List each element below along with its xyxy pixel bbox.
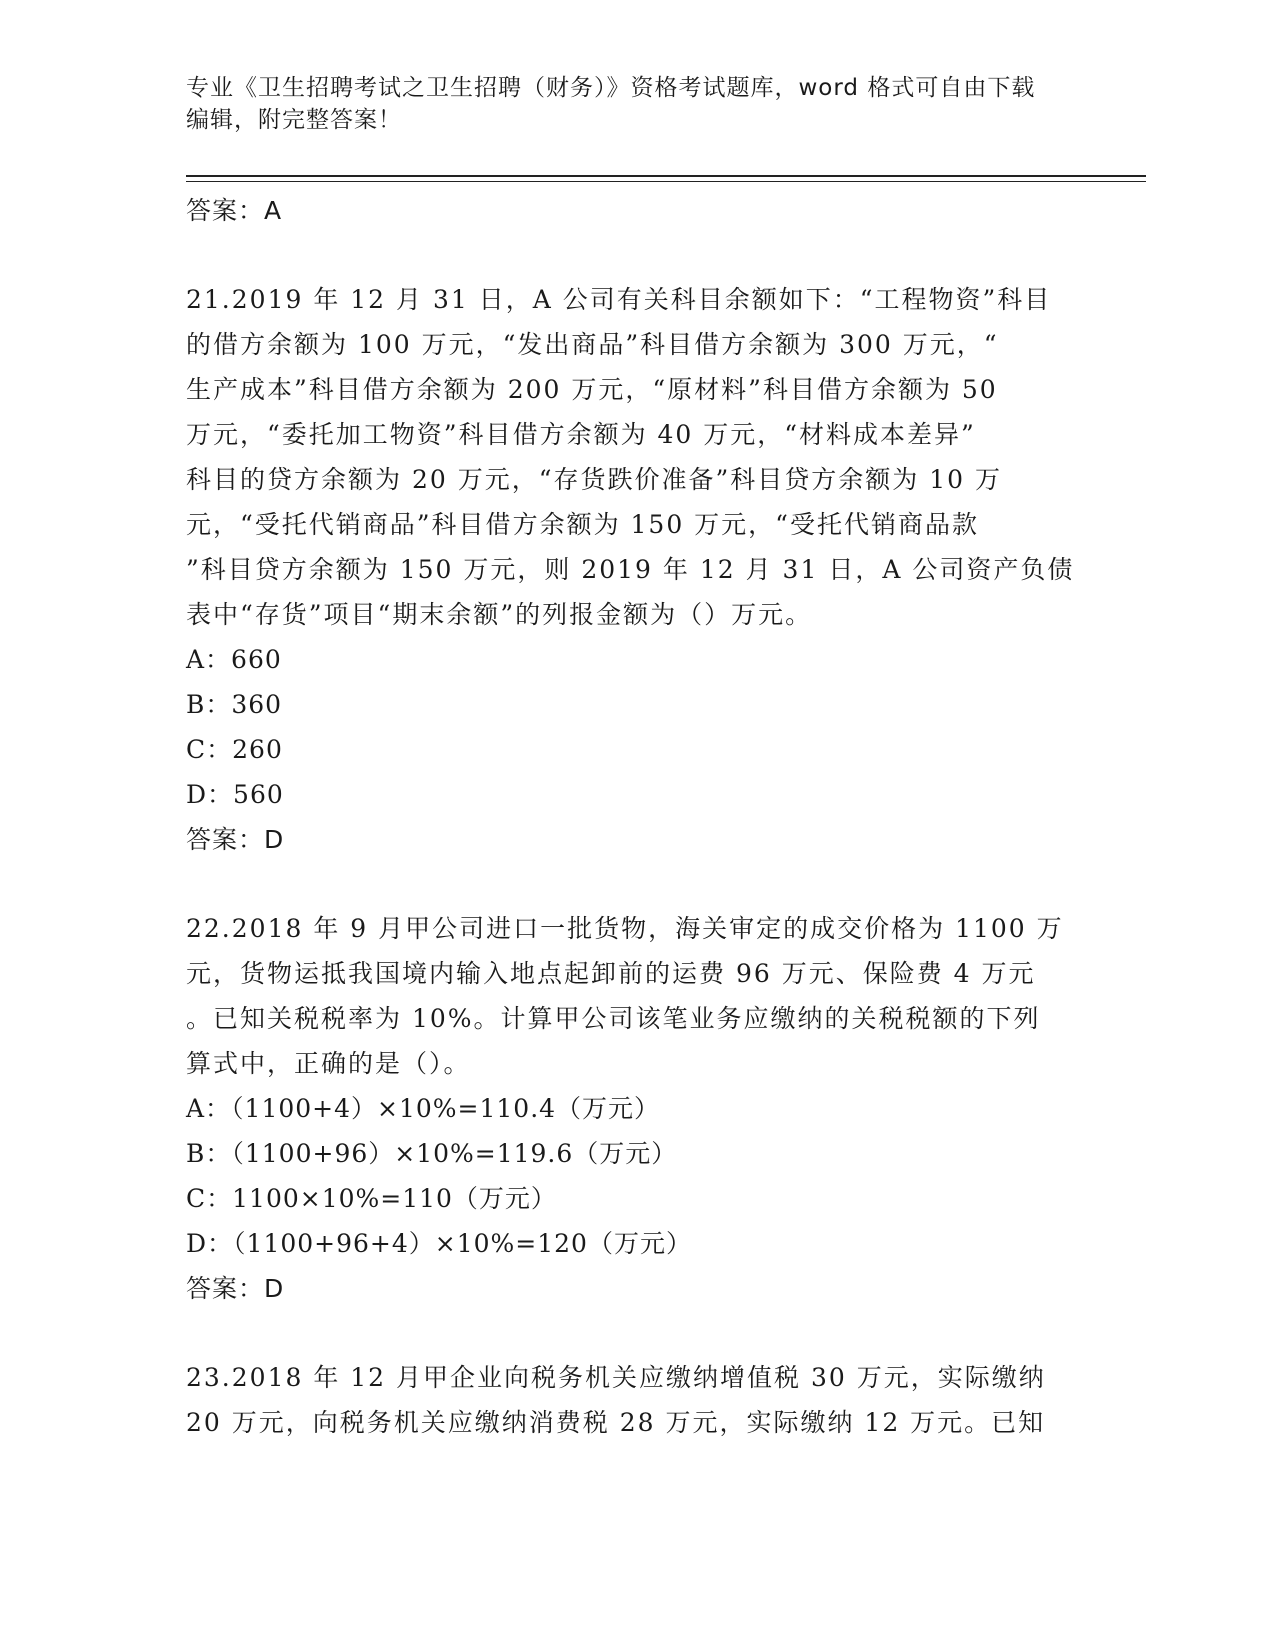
question-text-line: 科目的贷方余额为 20 万元，“存货跌价准备”科目贷方余额为 10 万 xyxy=(186,465,1002,494)
answer-line: 答案：D xyxy=(186,1274,285,1303)
question-text-line: ”科目贷方余额为 150 万元，则 2019 年 12 月 31 日，A 公司资产负债 xyxy=(186,555,1075,584)
page-header xyxy=(186,72,1066,136)
answer-line: 答案：D xyxy=(186,825,285,854)
header-divider-thin xyxy=(186,181,1146,182)
question-text-line: 。已知关税税率为 10%。计算甲公司该笔业务应缴纳的关税税额的下列 xyxy=(186,1004,1041,1033)
option-a: A：（1100+4）×10%=110.4（万元） xyxy=(186,1094,661,1123)
question-text-line: 22.2018 年 9 月甲公司进口一批货物，海关审定的成交价格为 1100 万 xyxy=(186,914,1064,943)
question-23 xyxy=(186,1355,1086,1445)
question-text-line: 元，货物运抵我国境内输入地点起卸前的运费 96 万元、保险费 4 万元 xyxy=(186,959,1036,988)
answer-line: 答案：A xyxy=(186,196,283,225)
question-text-line: 元，“受托代销商品”科目借方余额为 150 万元，“受托代销商品款 xyxy=(186,510,979,539)
option-d: D：（1100+96+4）×10%=120（万元） xyxy=(186,1229,692,1258)
option-d: D：560 xyxy=(186,780,284,809)
question-text-line: 的借方余额为 100 万元，“发出商品”科目借方余额为 300 万元，“ xyxy=(186,330,999,359)
question-21 xyxy=(186,277,1086,862)
question-text-line: 21.2019 年 12 月 31 日，A 公司有关科目余额如下：“工程物资”科目 xyxy=(186,285,1052,314)
question-text-line: 23.2018 年 12 月甲企业向税务机关应缴纳增值税 30 万元，实际缴纳 xyxy=(186,1363,1046,1392)
question-22 xyxy=(186,906,1086,1311)
header-line: 专业《卫生招聘考试之卫生招聘（财务）》资格考试题库，word 格式可自由下载 xyxy=(186,75,1036,101)
question-text-line: 表中“存货”项目“期末余额”的列报金额为（）万元。 xyxy=(186,600,813,629)
header-line: 编辑，附完整答案！ xyxy=(186,107,402,133)
option-c: C：260 xyxy=(186,735,283,764)
question-text-line: 万元，“委托加工物资”科目借方余额为 40 万元，“材料成本差异” xyxy=(186,420,976,449)
question-text-line: 生产成本”科目借方余额为 200 万元，“原材料”科目借方余额为 50 xyxy=(186,375,998,404)
question-text-line: 20 万元，向税务机关应缴纳消费税 28 万元，实际缴纳 12 万元。已知 xyxy=(186,1408,1046,1437)
question-text-line: 算式中，正确的是（）。 xyxy=(186,1049,471,1078)
header-divider-thick xyxy=(186,175,1146,177)
option-b: B：360 xyxy=(186,690,283,719)
option-c: C：1100×10%=110（万元） xyxy=(186,1184,557,1213)
option-a: A：660 xyxy=(186,645,282,674)
option-b: B：（1100+96）×10%=119.6（万元） xyxy=(186,1139,678,1168)
question-content xyxy=(186,188,1086,1445)
